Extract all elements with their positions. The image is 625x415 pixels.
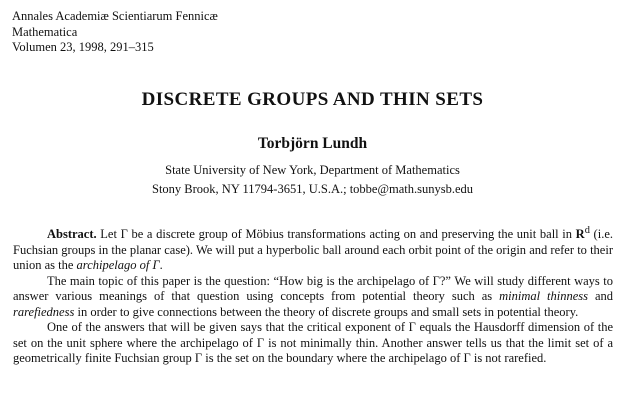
- affiliation-line-1: State University of New York, Department of Mathematics: [165, 163, 460, 177]
- abstract-p1-text-b: (i.e. Fuchsian groups in the planar case). We will put a hyperbolic ball around each orbit point of the origin and refer to their union as the: [13, 227, 613, 273]
- abstract-paragraph-3: One of the answers that will be given says that the critical exponent of Γ equals the Hausdorff dimension of the set on the unit sphere where the archipelago of Γ is not minimally thin. Another answer tells us that the limit set of a geometrically finite Fuchsian group Γ is the set on the boundary where the archipelago of Γ is not rarefied.: [13, 320, 613, 366]
- author-name: Torbjörn Lundh: [257, 135, 368, 152]
- abstract-p2-text-a: The main topic of this paper is the question: “How big is the archipelago of Γ?” We will study different ways to answer various meanings of that question using concepts from potential theory such as: [13, 273, 613, 304]
- abstract-paragraph-1: [13, 223, 613, 274]
- journal-name: Annales Academiæ Scientiarum Fennicæ: [12, 9, 218, 23]
- journal-volume: Volumen 23, 1998, 291–315: [12, 40, 154, 54]
- archipelago-term: archipelago of Γ: [76, 258, 160, 273]
- abstract-p1-text-a: Let Γ be a discrete group of Möbius transformations acting on and preserving the unit ball in: [96, 227, 576, 242]
- real-space-symbol: R: [575, 227, 585, 242]
- abstract-p2-text-c: in order to give connections between the theory of discrete groups and small sets in potential theory.: [74, 304, 579, 319]
- rarefiedness-term: rarefiedness: [13, 304, 75, 319]
- journal-series: Mathematica: [12, 24, 78, 39]
- abstract: [13, 223, 613, 367]
- abstract-paragraph-2: [13, 274, 613, 321]
- journal-header: [12, 9, 218, 56]
- abstract-label: Abstract.: [47, 227, 97, 242]
- affiliation-line-2: Stony Brook, NY 11794-3651, U.S.A.; tobbe@math.sunysb.edu: [152, 182, 473, 196]
- abstract-p2-text-b: and: [588, 289, 613, 304]
- minimal-thinness-term: minimal thinness: [499, 289, 588, 304]
- dimension-superscript: d: [584, 225, 590, 236]
- abstract-p1-text-c: .: [159, 258, 163, 273]
- paper-title: DISCRETE GROUPS AND THIN SETS: [141, 89, 484, 110]
